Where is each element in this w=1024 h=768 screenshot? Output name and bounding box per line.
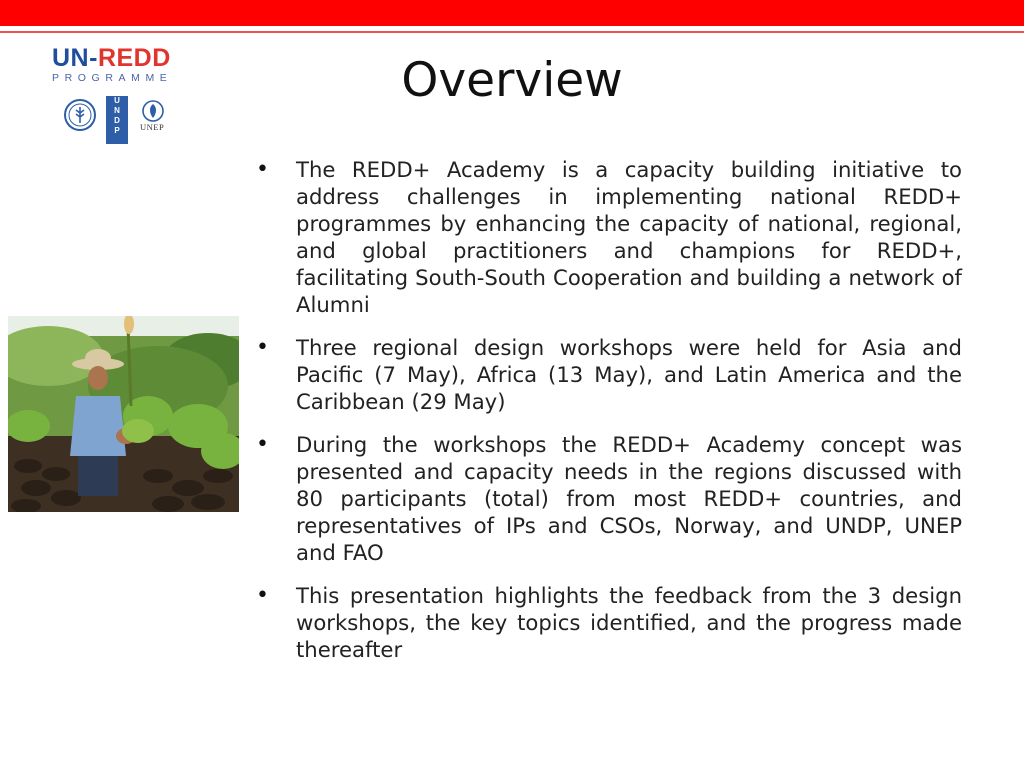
bullet-item bbox=[254, 582, 962, 663]
bullet-list bbox=[254, 156, 962, 679]
logo-un: UN bbox=[52, 44, 90, 72]
logo-dash: - bbox=[89, 44, 98, 72]
logo-redd: REDD bbox=[97, 44, 171, 72]
top-red-bar bbox=[0, 0, 1024, 26]
undp-letter-n: N bbox=[114, 106, 120, 115]
bullet-item bbox=[254, 334, 962, 415]
bullet-text: This presentation highlights the feedback from the 3 design workshops, the key topics identified, and the progress made thereafter bbox=[296, 583, 962, 662]
undp-letter-p: P bbox=[114, 126, 120, 135]
bullet-item bbox=[254, 431, 962, 566]
undp-letter-u: U bbox=[114, 96, 120, 105]
bullet-text: Three regional design workshops were held for Asia and Pacific (7 May), Africa (13 May), and Latin America and the Caribbean (29 May) bbox=[296, 335, 962, 414]
bullet-item bbox=[254, 156, 962, 318]
undp-letter-d: D bbox=[114, 116, 120, 125]
unep-label: UNEP bbox=[140, 122, 165, 132]
bullet-marker: • bbox=[256, 432, 269, 457]
bullet-marker: • bbox=[256, 335, 269, 360]
slide-title: Overview bbox=[401, 53, 623, 108]
bullet-text: The REDD+ Academy is a capacity building initiative to address challenges in implementing national REDD+ programmes by enhancing the capacity of national, regional, and global practitioners and champions for REDD+, facilitating South-South Cooperation and building a network of Alumni bbox=[296, 157, 962, 317]
bullet-text: During the workshops the REDD+ Academy concept was presented and capacity needs in the regions discussed with 80 participants (total) from most REDD+ countries, and representatives of IPs and CSOs, Norway, and UNDP, UNEP and FAO bbox=[296, 432, 962, 565]
top-divider-line bbox=[0, 31, 1024, 33]
farmer-seedlings-photo bbox=[8, 316, 239, 512]
logo-subtitle: PROGRAMME bbox=[52, 72, 173, 84]
bullet-marker: • bbox=[256, 157, 269, 182]
bullet-marker: • bbox=[256, 583, 269, 608]
